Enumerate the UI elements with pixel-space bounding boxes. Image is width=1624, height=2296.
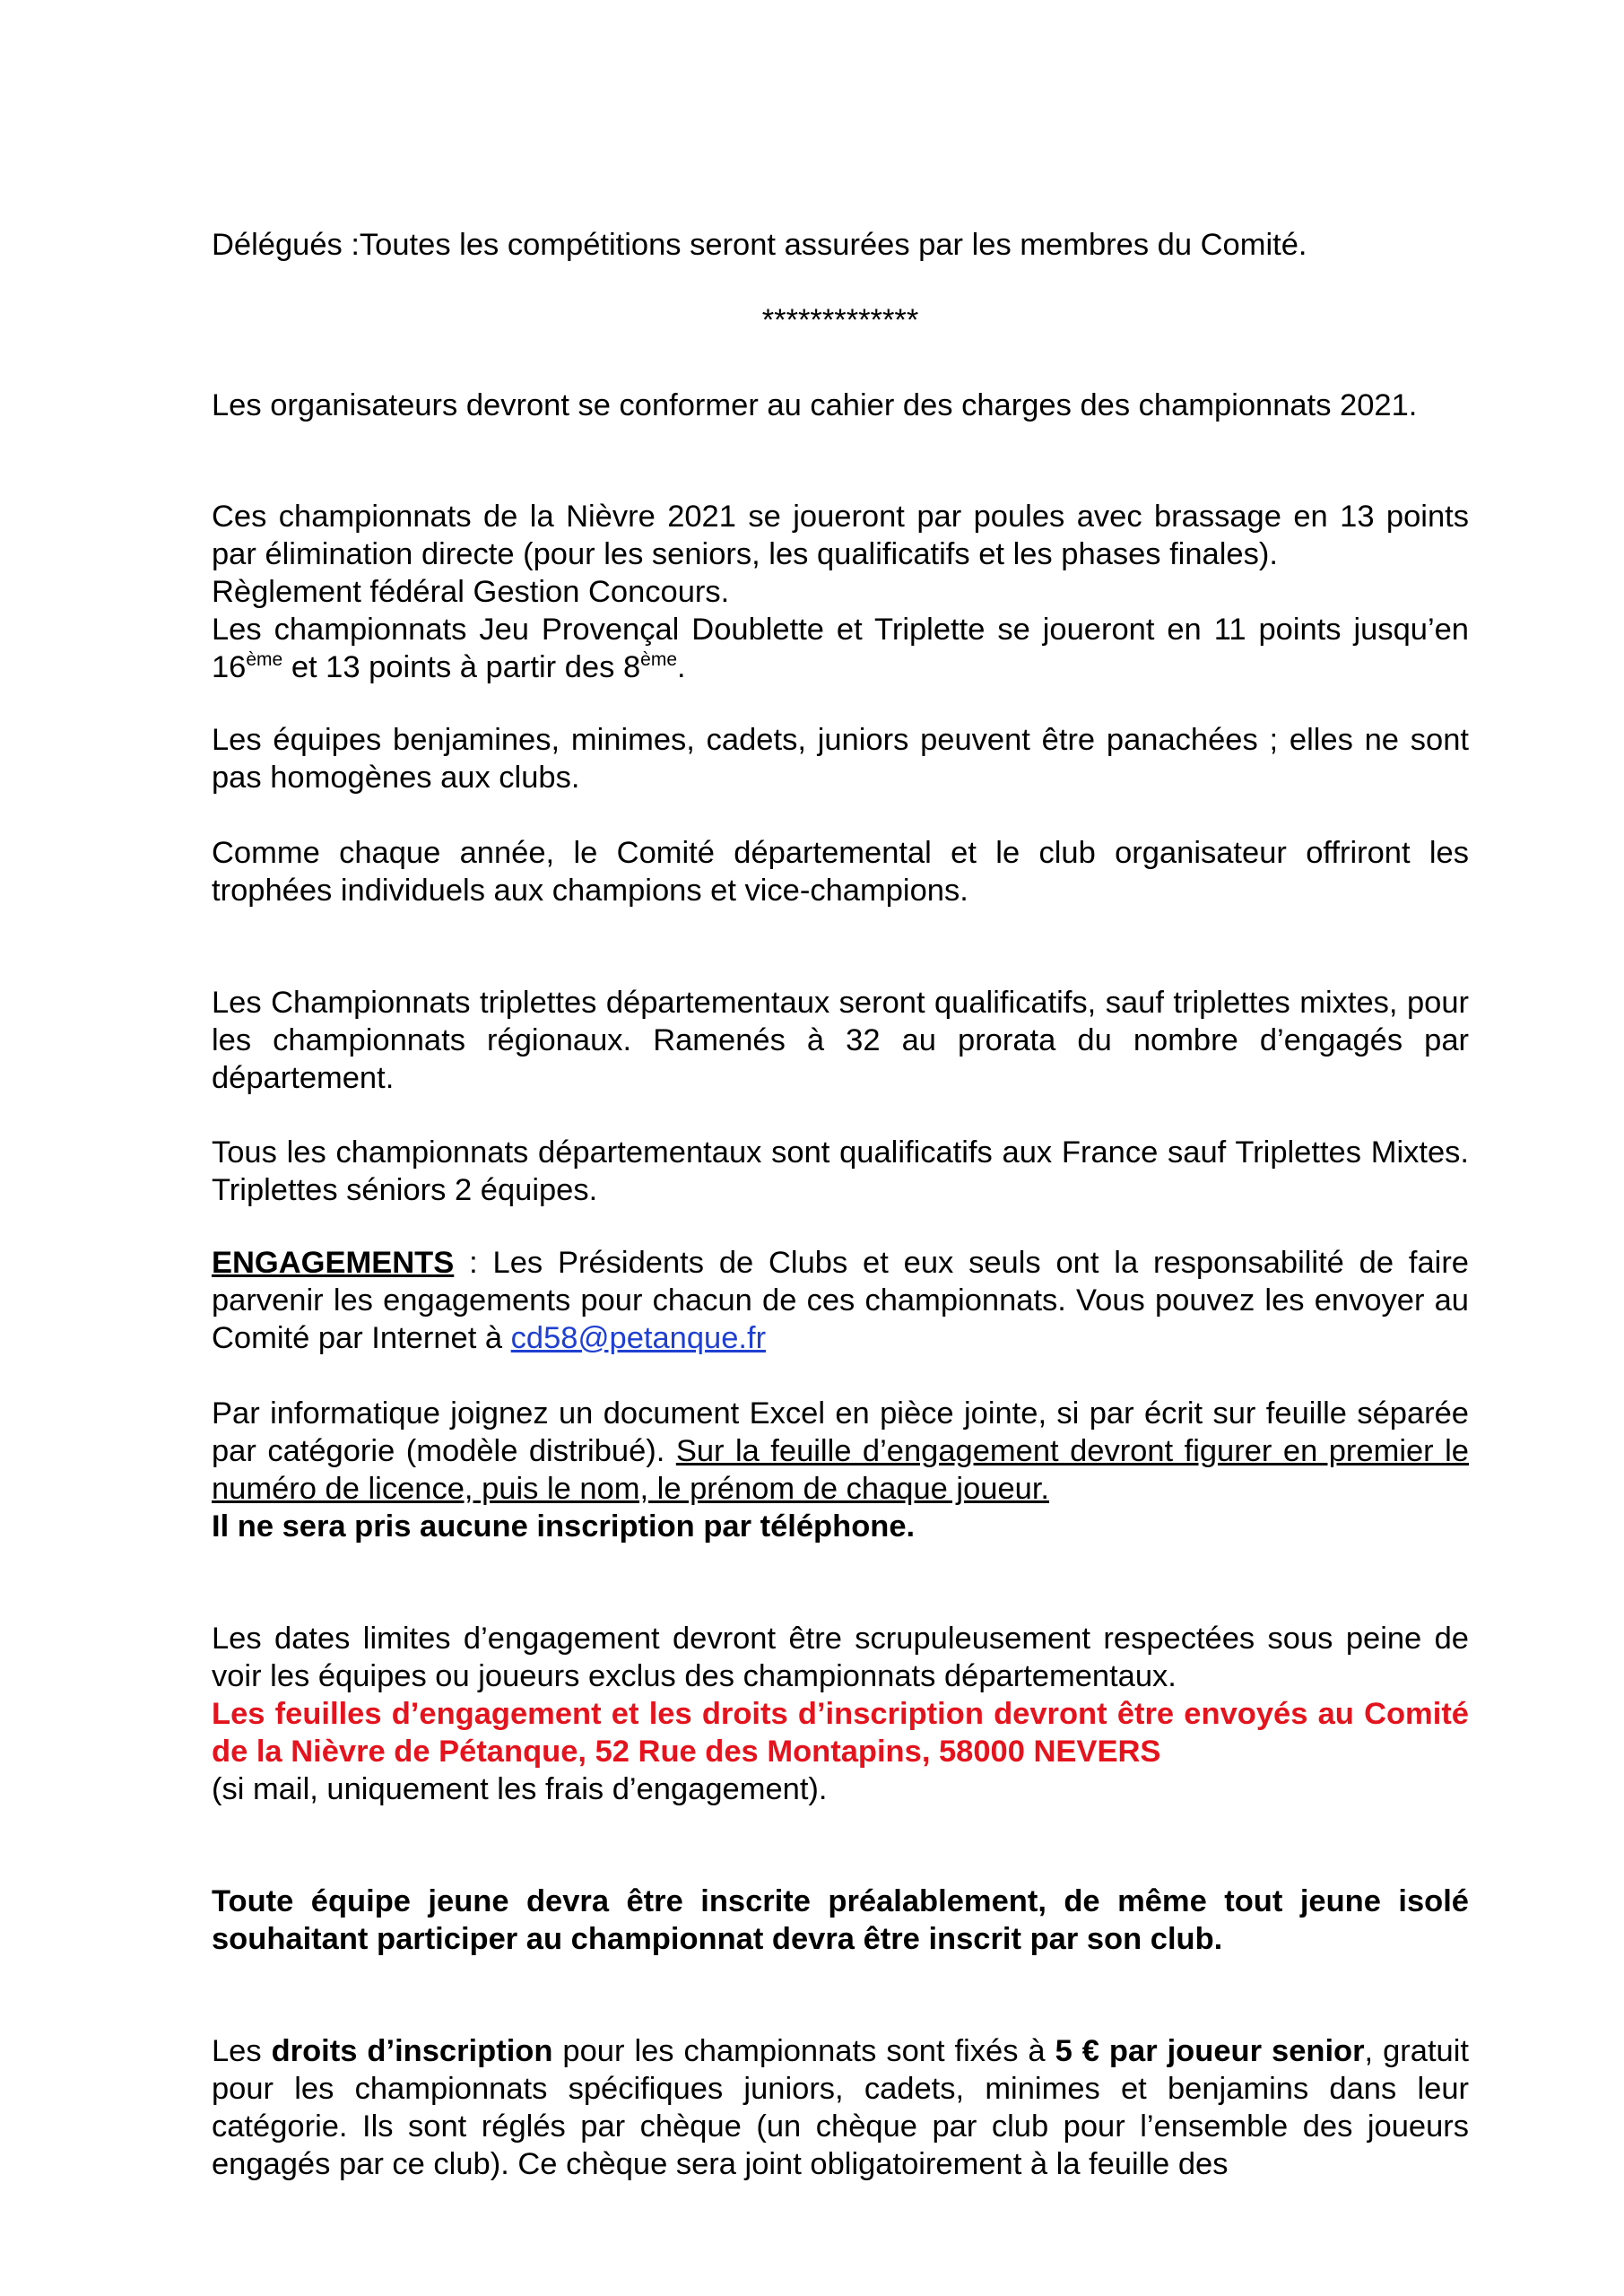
excel-text: Par informatique joignez un document Excel en pièce jointe, si par écrit sur feuille séparée par catégorie (modèle distribué). xyxy=(212,1396,1469,1468)
youth-teams-paragraph: Les équipes benjamines, minimes, cadets, juniors peuvent être panachées ; elles ne sont pas homogènes aux clubs. xyxy=(212,723,1469,795)
superscript-1: ème xyxy=(246,649,283,670)
engagements-text: : Les Présidents de Clubs et eux seuls ont la responsabilité de faire parvenir les engagements pour chacun de ces championnats. Vous pouvez les envoyer au Comité par Internet à xyxy=(212,1246,1469,1355)
fees-bold-1: droits d’inscription xyxy=(271,2034,553,2068)
deadlines-paragraph xyxy=(212,1620,1469,1808)
deadlines-text: Les dates limites d’engagement devront être scrupuleusement respectées sous peine de voir les équipes ou joueurs exclus des championnats départementaux. xyxy=(212,1622,1469,1693)
fees-text-1: Les xyxy=(212,2034,272,2068)
provencal-text-1: Les championnats Jeu Provençal Doublette et Triplette se joueront en 11 points jusqu’en 16 xyxy=(212,613,1469,684)
fees-text-2: pour les championnats sont fixés à xyxy=(552,2034,1055,2068)
engagements-paragraph xyxy=(212,1244,1469,1357)
rules-text: Règlement fédéral Gestion Concours. xyxy=(212,575,730,609)
organisers-paragraph: Les organisateurs devront se conformer au cahier des charges des championnats 2021. xyxy=(212,388,1418,422)
trophies-paragraph: Comme chaque année, le Comité départemental et le club organisateur offriront les trophées individuels aux champions et vice-champions. xyxy=(212,836,1469,908)
mail-note-text: (si mail, uniquement les frais d’engagement). xyxy=(212,1772,828,1806)
email-link[interactable]: cd58@petanque.fr xyxy=(510,1321,767,1355)
licence-order-text: Sur la feuille d’engagement devront figurer en premier le numéro de licence, puis le nom, le prénom de chaque joueur. xyxy=(212,1434,1469,1506)
fees-paragraph xyxy=(212,2032,1469,2183)
delegates-paragraph: Délégués :Toutes les compétitions seront assurées par les membres du Comité. xyxy=(212,228,1307,262)
superscript-2: ème xyxy=(640,649,677,670)
provencal-text-2: et 13 points à partir des 8 xyxy=(282,650,641,684)
format-text: Ces championnats de la Nièvre 2021 se joueront par poules avec brassage en 13 points par élimination directe (pour les seniors, les qualificatifs et les phases finales). xyxy=(212,500,1469,571)
qualifying-france-paragraph: Tous les championnats départementaux sont qualificatifs aux France sauf Triplettes Mixtes. Triplettes séniors 2 équipes. xyxy=(212,1135,1469,1207)
engagements-heading: ENGAGEMENTS xyxy=(212,1246,455,1280)
separator-stars: ************* xyxy=(761,303,919,337)
championship-format-paragraph xyxy=(212,498,1469,686)
fees-bold-2: 5 € par joueur senior xyxy=(1055,2034,1365,2068)
youth-registration-paragraph: Toute équipe jeune devra être inscrite préalablement, de même tout jeune isolé souhaitant participer au championnat devra être inscrit par son club. xyxy=(212,1884,1469,1956)
provencal-text-3: . xyxy=(677,650,686,684)
qualifying-triplettes-paragraph: Les Championnats triplettes départementaux seront qualificatifs, sauf triplettes mixtes, pour les championnats régionaux. Ramenés à 32 au prorata du nombre d’engagés par département. xyxy=(212,986,1469,1095)
excel-paragraph xyxy=(212,1395,1469,1545)
no-phone-text: Il ne sera pris aucune inscription par téléphone. xyxy=(212,1509,916,1544)
fees-text-3: , gratuit pour les championnats spécifiques juniors, cadets, minimes et benjamins dans leur catégorie. Ils sont réglés par chèque (un chèque par club pour l’ensemble des joueurs engagés par ce club). Ce chèque sera joint obligatoirement à la feuille des xyxy=(212,2034,1469,2181)
address-text: Les feuilles d’engagement et les droits d’inscription devront être envoyés au Comité de la Nièvre de Pétanque, 52 Rue des Montapins, 58000 NEVERS xyxy=(212,1697,1469,1769)
